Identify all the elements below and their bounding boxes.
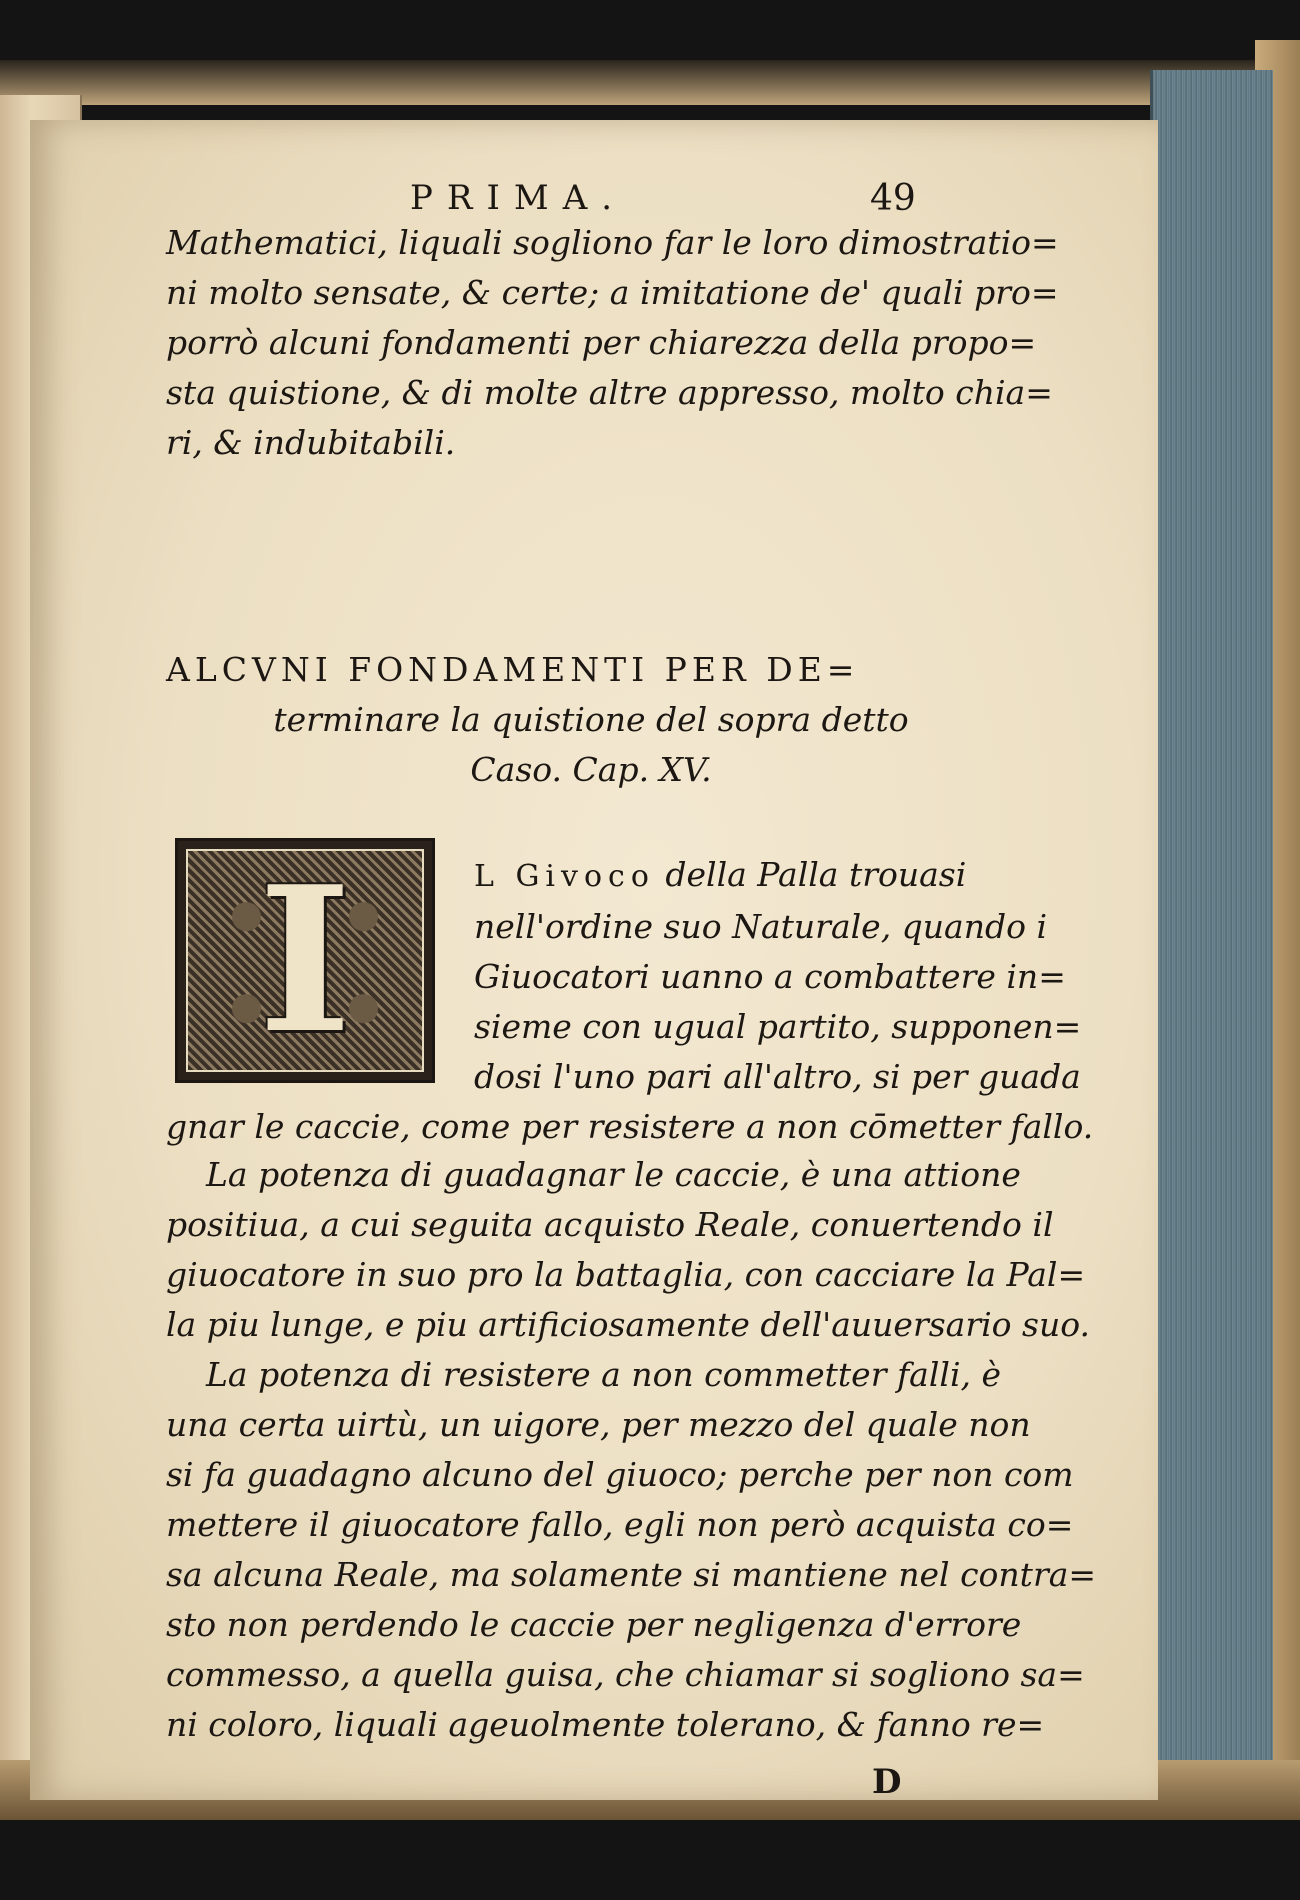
text-line: nell'ordine suo Naturale, quando i <box>474 907 1048 946</box>
text-line: La potenza di resistere a non commetter falli, è <box>206 1355 1002 1394</box>
text-line: si fa guadagno alcuno del giuoco; perche per non com <box>166 1455 1074 1494</box>
heading-caps-line: ALCVNI FONDAMENTI PER DE= <box>166 650 860 689</box>
text-line: sta quistione, & di molte altre appresso, molto chia= <box>166 373 1053 412</box>
text-line: mettere il giuocatore fallo, egli non però acquista co= <box>166 1505 1074 1544</box>
running-head: PRIMA. <box>410 178 627 218</box>
page-number: 49 <box>870 178 916 219</box>
text-line: Mathematici, liquali sogliono far le loro dimostratio= <box>166 223 1059 262</box>
printed-page <box>30 120 1158 1800</box>
text-line: positiua, a cui seguita acquisto Reale, conuertendo il <box>166 1205 1054 1244</box>
text-line: La potenza di guadagnar le caccie, è una attione <box>206 1155 1021 1194</box>
lead-rest: della Palla trouasi <box>654 855 967 894</box>
text-line: ni coloro, liquali ageuolmente tolerano, & fanno re= <box>166 1705 1045 1744</box>
book-cover-top <box>0 60 1300 105</box>
first-paragraph <box>166 842 1094 1152</box>
text-line: ri, & indubitabili. <box>166 423 456 462</box>
signature-mark: D <box>872 1762 902 1802</box>
text-line: gnar le caccie, come per resistere a non cōmetter fallo. <box>166 1107 1094 1146</box>
text-line: giuocatore in suo pro la battaglia, con cacciare la Pal= <box>166 1255 1086 1294</box>
lead-smallcaps: L Givoco <box>474 859 655 894</box>
heading-sub-line: terminare la quistione del sopra detto <box>273 700 909 739</box>
text-line: porrò alcuni fondamenti per chiarezza della propo= <box>166 323 1037 362</box>
text-line: Giuocatori uanno a combattere in= <box>474 957 1066 996</box>
page-header <box>30 178 1158 218</box>
third-paragraph <box>166 1350 1097 1750</box>
initial-letter: I <box>258 842 352 1078</box>
page-block-edge <box>1150 70 1273 1780</box>
text-line: sieme con ugual partito, supponen= <box>474 1007 1082 1046</box>
heading-chapter-line: Caso. Cap. XV. <box>470 750 712 789</box>
text-line: sa alcuna Reale, ma solamente si mantiene nel contra= <box>166 1555 1097 1594</box>
intro-paragraph <box>166 218 1059 468</box>
text-line: dosi l'uno pari all'altro, si per guada <box>474 1057 1081 1096</box>
text-line: una certa uirtù, un uigore, per mezzo del quale non <box>166 1405 1031 1444</box>
text-line <box>166 850 1016 902</box>
text-line: la piu lunge, e piu artificiosamente dell'auuersario suo. <box>166 1305 1090 1344</box>
chapter-heading <box>166 645 1016 795</box>
text-line: sto non perdendo le caccie per negligenza d'errore <box>166 1605 1022 1644</box>
second-paragraph <box>166 1150 1090 1350</box>
text-line: ni molto sensate, & certe; a imitatione de' quali pro= <box>166 273 1059 312</box>
text-line: commesso, a quella guisa, che chiamar si sogliono sa= <box>166 1655 1085 1694</box>
